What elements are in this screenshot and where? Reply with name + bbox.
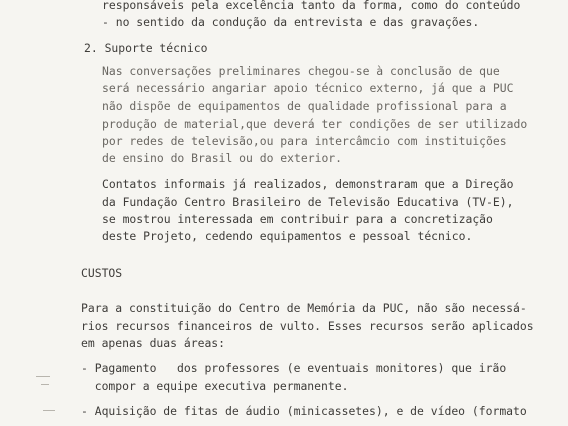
paragraph-line: se mostrou interessada em contribuir para a concretização [102, 212, 493, 226]
scan-mark [43, 410, 55, 411]
paragraph-line: não dispõe de equipamentos de qualidade profissional para a [102, 99, 507, 113]
paragraph-line: deste Projeto, cedendo equipamentos e pessoal técnico. [102, 229, 473, 243]
section-heading-custos: CUSTOS [81, 266, 123, 280]
paragraph-line: produção de material,que deverá ter condições de ser utilizado [102, 117, 528, 131]
paragraph-line: Para a constituição do Centro de Memória da PUC, não são necessá- [81, 301, 527, 315]
list-item-line: - Pagamento dos professores (e eventuais monitores) que irão [81, 361, 507, 375]
paragraph-line: rios recursos financeiros de vulto. Esses recursos serão aplicados [81, 319, 534, 333]
paragraph-line: - no sentido da condução da entrevista e das gravações. [102, 15, 480, 29]
paragraph-line: Contatos informais já realizados, demonstraram que a Direção [102, 177, 514, 191]
section-heading: 2. Suporte técnico [84, 41, 208, 55]
paragraph-line: em apenas duas áreas: [81, 336, 226, 350]
paragraph-line: da Fundação Centro Brasileiro de Televisão Educativa (TV-E), [102, 195, 514, 209]
paragraph-line: será necessário angariar apoio técnico externo, já que a PUC [102, 81, 514, 95]
scan-mark [36, 376, 50, 377]
list-item-line: - Aquisição de fitas de áudio (minicassetes), e de vídeo (formato [81, 404, 527, 418]
paragraph-line: Nas conversações preliminares chegou-se à conclusão de que [102, 64, 500, 78]
paragraph-line: por redes de televisão,ou para intercâmcio com instituições [102, 134, 507, 148]
paragraph-line: de ensino do Brasil ou do exterior. [102, 151, 343, 165]
scan-mark [41, 384, 49, 385]
list-item-line: compor a equipe executiva permanente. [81, 379, 349, 393]
paragraph-line: responsáveis pela excelência tanto da forma, como do conteúdo [102, 0, 521, 12]
